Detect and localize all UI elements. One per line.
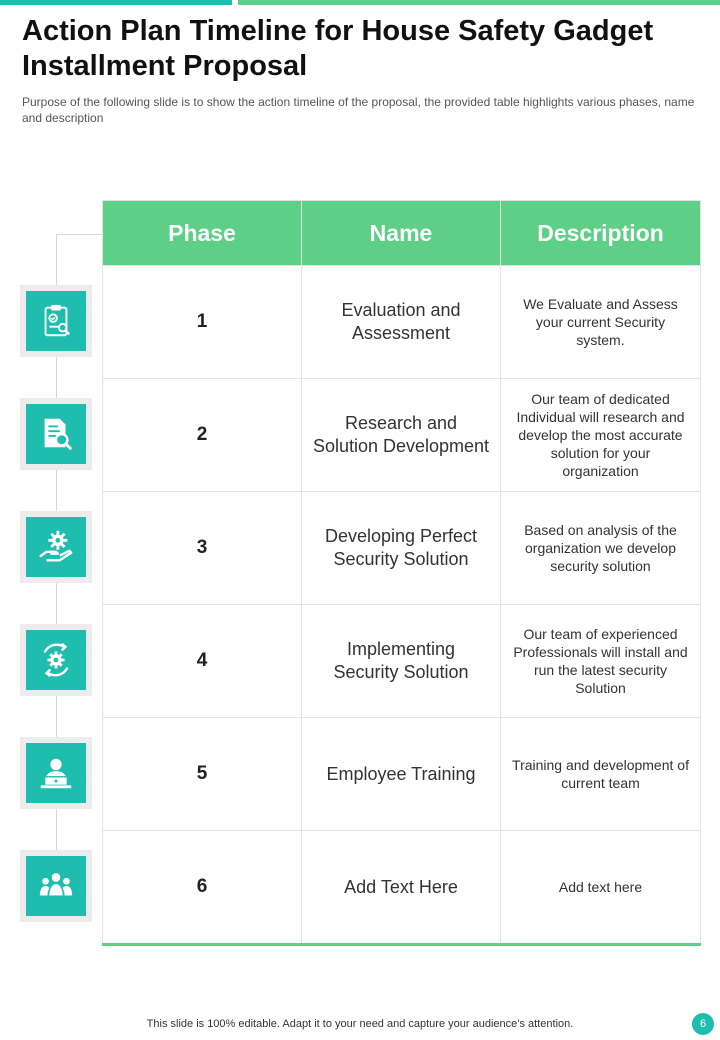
phase-description: We Evaluate and Assess your current Security system. (501, 266, 701, 379)
phase-4-icon-box (20, 624, 92, 696)
header-name: Name (302, 201, 501, 266)
phase-name: Evaluation and Assessment (302, 266, 501, 379)
phase-number: 5 (103, 718, 302, 831)
person-laptop-icon (37, 754, 75, 792)
table-row (103, 379, 701, 492)
table-row (103, 718, 701, 831)
phase-name: Implementing Security Solution (302, 605, 501, 718)
clipboard-check-icon (37, 302, 75, 340)
table-row (103, 831, 701, 945)
phase-1-icon-box (20, 285, 92, 357)
page-number-badge: 6 (692, 1013, 714, 1035)
table-row (103, 266, 701, 379)
phase-3-icon-box (20, 511, 92, 583)
phase-6-icon-box (20, 850, 92, 922)
phase-description: Our team of dedicated Individual will research and develop the most accurate solution for your organization (501, 379, 701, 492)
phase-description: Based on analysis of the organization we develop security solution (501, 492, 701, 605)
top-accent-bar-green (238, 0, 720, 5)
phase-name: Add Text Here (302, 831, 501, 945)
timeline-connector-branch (56, 234, 102, 235)
page-subtitle: Purpose of the following slide is to show the action timeline of the proposal, the provided table highlights various phases, name and description (22, 95, 695, 125)
phase-description: Our team of experienced Professionals will install and run the latest security Solution (501, 605, 701, 718)
phase-5-icon-box (20, 737, 92, 809)
phase-number: 2 (103, 379, 302, 492)
phase-number: 6 (103, 831, 302, 945)
phase-name: Research and Solution Development (302, 379, 501, 492)
header-description: Description (501, 201, 701, 266)
hand-gear-icon (37, 528, 75, 566)
phase-name: Employee Training (302, 718, 501, 831)
document-search-icon (37, 415, 75, 453)
page-title: Action Plan Timeline for House Safety Gadget Installment Proposal (22, 15, 654, 82)
table-row (103, 605, 701, 718)
phase-name: Developing Perfect Security Solution (302, 492, 501, 605)
phase-number: 4 (103, 605, 302, 718)
footer-note: This slide is 100% editable. Adapt it to your need and capture your audience’s attention. (146, 1018, 574, 1030)
phase-description: Add text here (501, 831, 701, 945)
phase-number: 1 (103, 266, 302, 379)
phase-description: Training and development of current team (501, 718, 701, 831)
top-accent-bar-teal (0, 0, 232, 5)
team-group-icon (37, 867, 75, 905)
header-phase: Phase (103, 201, 302, 266)
gear-cycle-icon (37, 641, 75, 679)
table-row (103, 492, 701, 605)
action-plan-table (102, 200, 701, 946)
phase-number: 3 (103, 492, 302, 605)
table-header-row (103, 201, 701, 266)
phase-2-icon-box (20, 398, 92, 470)
